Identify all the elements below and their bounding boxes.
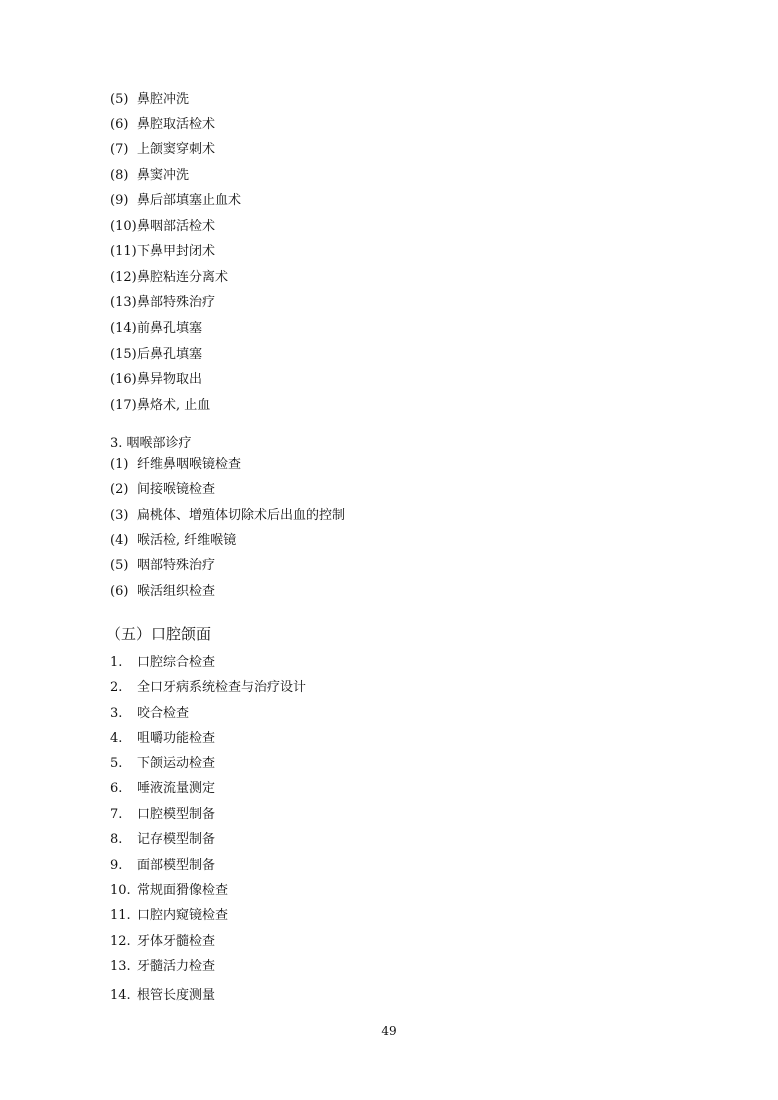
item-number: (16) — [110, 372, 137, 387]
list-item — [110, 756, 215, 772]
item-text: 鼻咽部活检术 — [137, 219, 216, 234]
item-text: 喉活检, 纤维喉镜 — [137, 533, 237, 548]
item-text: 鼻后部填塞止血术 — [137, 193, 242, 208]
item-number: 12. — [110, 934, 131, 949]
item-text: 鼻腔取活检术 — [137, 117, 216, 132]
list-item — [110, 168, 189, 184]
item-text: 口腔综合检查 — [137, 655, 216, 670]
item-number: 3. — [110, 706, 123, 721]
section-heading-throat: 3. 咽喉部诊疗 — [110, 436, 192, 451]
item-text: 鼻部特殊治疗 — [137, 295, 216, 310]
item-text: 鼻烙术, 止血 — [137, 398, 211, 413]
item-number: 6. — [110, 781, 123, 796]
item-number: 2. — [110, 680, 123, 695]
list-item — [110, 781, 215, 797]
list-item — [110, 295, 215, 311]
list-item — [110, 321, 202, 337]
item-text: 上颌窦穿刺术 — [137, 142, 216, 157]
list-item — [110, 807, 215, 823]
list-item — [110, 219, 215, 235]
list-item — [110, 457, 241, 473]
item-text: 喉活组织检查 — [137, 584, 216, 599]
list-item — [110, 347, 202, 363]
item-text: 牙髓活力检查 — [137, 959, 216, 974]
section-heading-oral: （五）口腔颌面 — [106, 625, 212, 643]
item-number: (5) — [110, 92, 129, 107]
item-number: (6) — [110, 117, 129, 132]
item-number: (3) — [110, 508, 129, 523]
item-number: (7) — [110, 142, 129, 157]
item-text: 面部模型制备 — [137, 858, 216, 873]
item-text: 根管长度测量 — [137, 988, 216, 1003]
list-item — [110, 934, 215, 950]
item-text: 咽部特殊治疗 — [137, 558, 216, 573]
item-text: 牙体牙髓检查 — [137, 934, 216, 949]
list-item — [110, 584, 215, 600]
item-number: (14) — [110, 321, 137, 336]
item-number: (9) — [110, 193, 129, 208]
item-number: 5. — [110, 756, 123, 771]
item-text: 鼻窦冲洗 — [137, 168, 190, 183]
item-text: 前鼻孔填塞 — [137, 321, 203, 336]
page-number: 49 — [381, 1024, 397, 1038]
item-number: 8. — [110, 832, 123, 847]
item-number: (13) — [110, 295, 137, 310]
item-number: (15) — [110, 347, 137, 362]
list-item — [110, 482, 215, 498]
item-text: 下颌运动检查 — [137, 756, 216, 771]
item-text: 常规面猾像检查 — [137, 883, 229, 898]
item-text: 全口牙病系统检查与治疗设计 — [137, 680, 307, 695]
list-item — [110, 92, 189, 108]
item-number: 7. — [110, 807, 123, 822]
item-number: (6) — [110, 584, 129, 599]
list-item — [110, 193, 241, 209]
list-item — [110, 244, 215, 260]
item-text: 口腔模型制备 — [137, 807, 216, 822]
item-text: 下鼻甲封闭术 — [137, 244, 216, 259]
list-item — [110, 533, 236, 549]
list-item — [110, 959, 215, 975]
list-item — [110, 832, 215, 848]
item-text: 咀嚼功能检查 — [137, 731, 216, 746]
item-text: 间接喉镜检查 — [137, 482, 216, 497]
item-number: 9. — [110, 858, 123, 873]
item-number: (8) — [110, 168, 129, 183]
item-number: (10) — [110, 219, 137, 234]
list-item — [110, 883, 228, 899]
item-text: 纤维鼻咽喉镜检查 — [137, 457, 242, 472]
list-item — [110, 706, 189, 722]
list-item — [110, 858, 215, 874]
list-item — [110, 142, 215, 158]
item-text: 口腔内窥镜检查 — [137, 908, 229, 923]
item-text: 记存模型制备 — [137, 832, 216, 847]
item-number: 11. — [110, 908, 131, 923]
item-text: 扁桃体、增殖体切除术后出血的控制 — [137, 508, 346, 523]
item-text: 唾液流量测定 — [137, 781, 216, 796]
list-item — [110, 398, 210, 414]
item-number: (17) — [110, 398, 137, 413]
item-text: 后鼻孔填塞 — [137, 347, 203, 362]
item-number: (5) — [110, 558, 129, 573]
list-item — [110, 117, 215, 133]
list-item — [110, 908, 228, 924]
item-number: (4) — [110, 533, 129, 548]
item-number: (12) — [110, 270, 137, 285]
list-item — [110, 680, 306, 696]
item-number: (2) — [110, 482, 129, 497]
list-item — [110, 558, 215, 574]
item-number: (1) — [110, 457, 129, 472]
list-item — [110, 508, 345, 524]
item-number: 10. — [110, 883, 131, 898]
item-number: (11) — [110, 244, 137, 259]
list-item — [110, 731, 215, 747]
item-text: 鼻腔粘连分离术 — [137, 270, 229, 285]
item-text: 鼻腔冲洗 — [137, 92, 190, 107]
item-text: 咬合检查 — [137, 706, 190, 721]
item-number: 13. — [110, 959, 131, 974]
list-item — [110, 270, 228, 286]
list-item — [110, 655, 215, 671]
item-number: 1. — [110, 655, 123, 670]
list-item — [110, 372, 202, 388]
item-number: 14. — [110, 988, 131, 1003]
list-item — [110, 988, 215, 1004]
item-text: 鼻异物取出 — [137, 372, 203, 387]
item-number: 4. — [110, 731, 123, 746]
